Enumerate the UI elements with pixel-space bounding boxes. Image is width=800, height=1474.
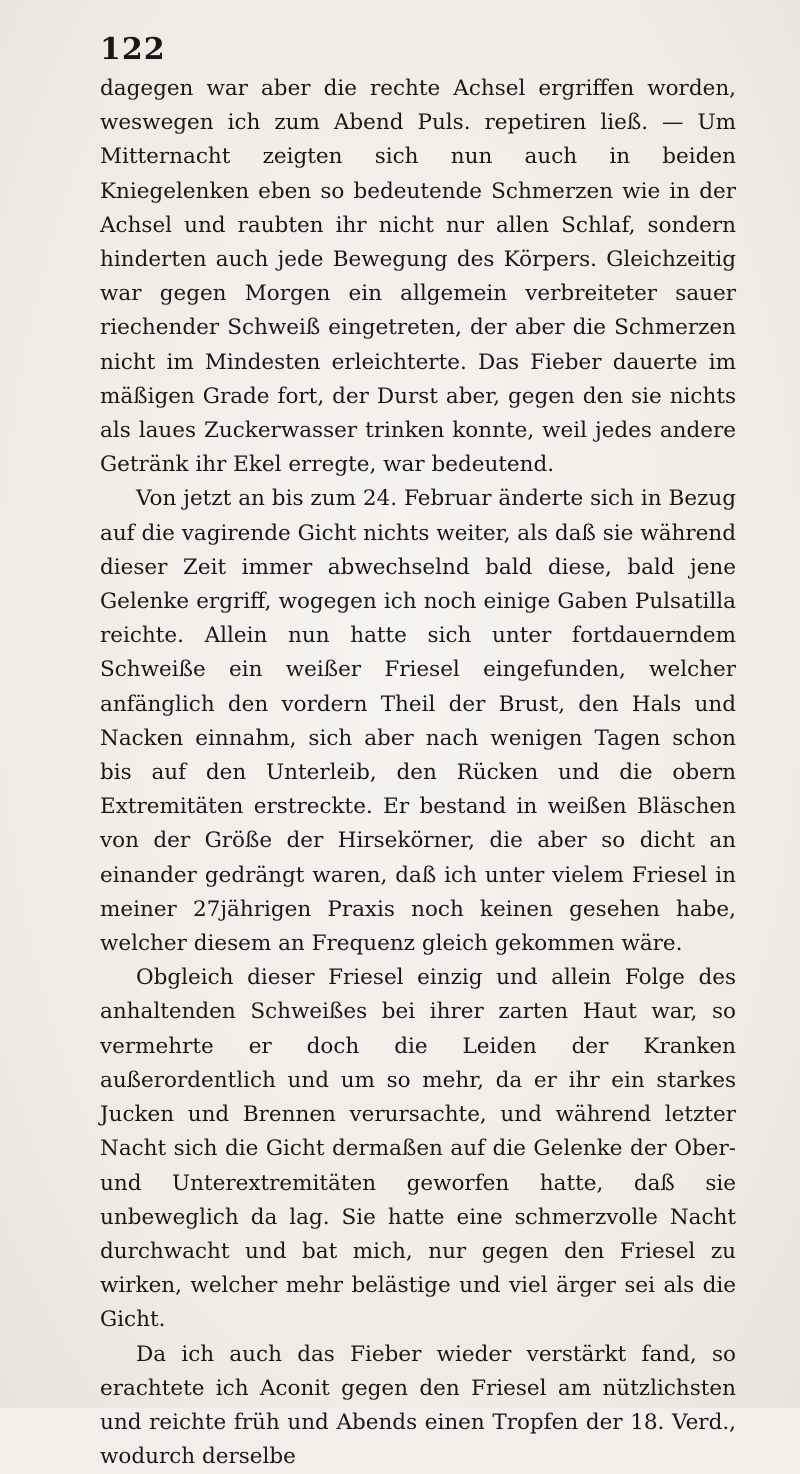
page-number: 122 (100, 32, 166, 67)
paragraph-3: Obgleich dieser Friesel einzig und allein Folge des anhaltenden Schweißes bei ihrer zarten Haut war, so vermehrte er doch die Leiden der Kranken außerordentlich und um so mehr, da er ihr ein starkes Jucken und Brennen verursachte, und während letzter Nacht sich die Gicht dermaßen auf die Gelenke der Ober- und Unterextremitäten geworfen hatte, daß sie unbeweglich da lag. Sie hatte eine schmerzvolle Nacht durchwacht und bat mich, nur gegen den Friesel zu wirken, welcher mehr belästige und viel ärger sei als die Gicht. (100, 965, 736, 1333)
paragraph-1: dagegen war aber die rechte Achsel ergriffen worden, weswegen ich zum Abend Puls. repetiren ließ. — Um Mitternacht zeigten sich nun auch in beiden Kniegelenken eben so bedeutende Schmerzen wie in der Achsel und raubten ihr nicht nur allen Schlaf, sondern hinderten auch jede Bewegung des Körpers. Gleichzeitig war gegen Morgen ein allgemein verbreiteter sauer riechender Schweiß eingetreten, der aber die Schmerzen nicht im Mindesten erleichterte. Das Fieber dauerte im mäßigen Grade fort, der Durst aber, gegen den sie nichts als laues Zuckerwasser trinken konnte, weil jedes andere Getränk ihr Ekel erregte, war bedeutend. (100, 76, 736, 478)
paragraph-2: Von jetzt an bis zum 24. Februar änderte sich in Bezug auf die vagirende Gicht nichts weiter, als daß sie während dieser Zeit immer abwechselnd bald diese, bald jene Gelenke ergriff, wogegen ich noch einige Gaben Pulsatilla reichte. Allein nun hatte sich unter fortdauerndem Schweiße ein weißer Friesel eingefunden, welcher anfänglich den vordern Theil der Brust, den Hals und Nacken einnahm, sich aber nach wenigen Tagen schon bis auf den Unterleib, den Rücken und die obern Extremitäten erstreckte. Er bestand in weißen Bläschen von der Größe der Hirsekörner, die aber so dicht an einander gedrängt waren, daß ich unter vielem Friesel in meiner 27jährigen Praxis noch keinen gesehen habe, welcher diesem an Frequenz gleich gekommen wäre. (100, 486, 736, 957)
paragraph-4: Da ich auch das Fieber wieder verstärkt fand, so erachtete ich Aconit gegen den Friesel am nützlichsten und reichte früh und Abends einen Tropfen der 18. Verd., wodurch derselbe (100, 1341, 736, 1470)
body-text (100, 72, 736, 1474)
